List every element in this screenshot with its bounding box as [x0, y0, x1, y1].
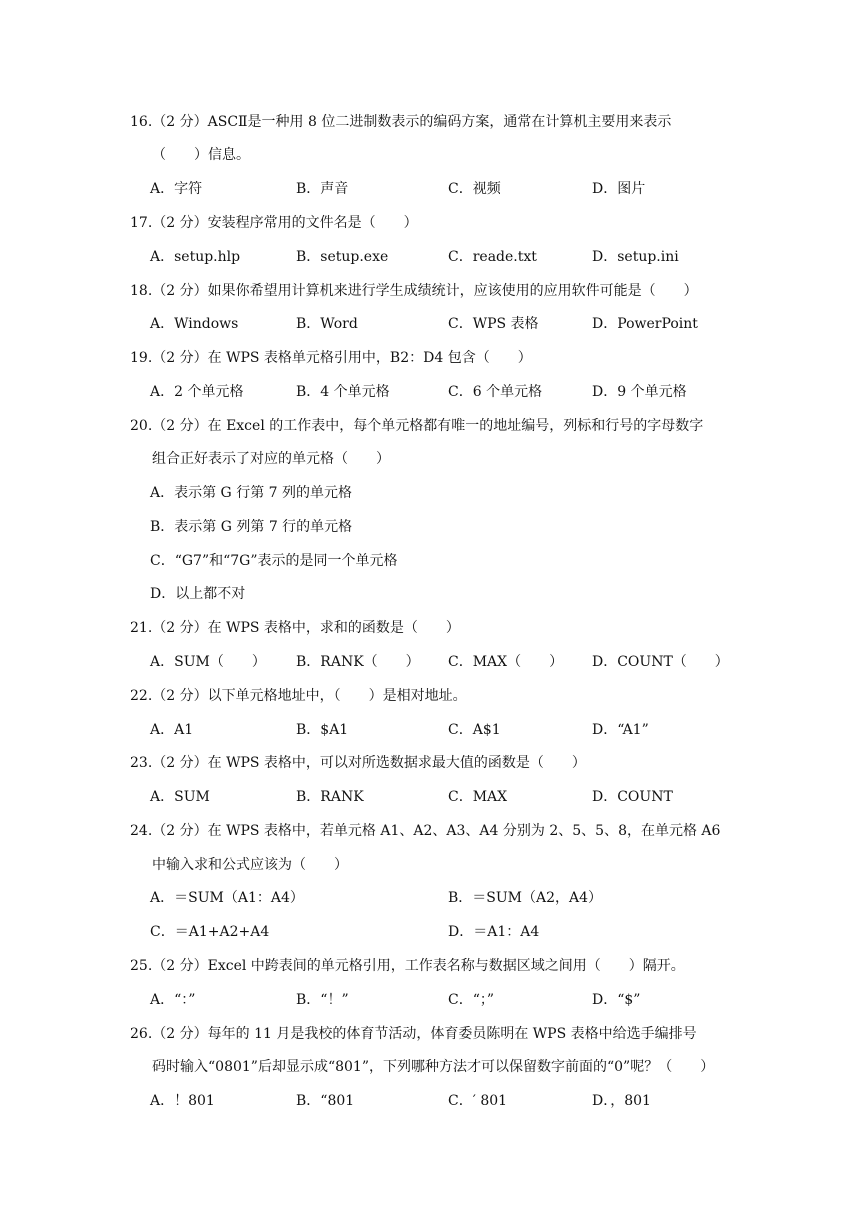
- option-a: A．Windows: [150, 316, 239, 332]
- question-24-text-cont: 中输入求和公式应该为（ ）: [152, 857, 348, 873]
- question-17-text: 17.（2 分）安装程序常用的文件名是（ ）: [130, 215, 418, 231]
- option-a: A．setup.hlp: [150, 249, 241, 265]
- option-c: C．′ 801: [448, 1093, 508, 1109]
- option-c: C．视频: [448, 181, 501, 197]
- option-a: A．SUM（ ）: [150, 654, 266, 670]
- question-20-option-c: C．“G7”和“7G”表示的是同一个单元格: [150, 553, 398, 569]
- question-22-text: 22.（2 分）以下单元格地址中，（ ）是相对地址。: [130, 688, 467, 704]
- question-19-text: 19.（2 分）在 WPS 表格单元格引用中，B2：D4 包含（ ）: [130, 350, 532, 366]
- option-d: D．图片: [592, 181, 646, 197]
- question-20-text: 20.（2 分）在 Excel 的工作表中，每个单元格都有唯一的地址编号，列标和行号的字母数字: [130, 418, 704, 434]
- option-c: C．reade.txt: [448, 249, 537, 265]
- option-b: B．＝SUM（A2，A4）: [448, 890, 603, 906]
- option-d: D．COUNT: [592, 789, 673, 805]
- option-d: D．，801: [592, 1093, 651, 1109]
- question-21-options: [150, 652, 750, 672]
- option-d: D．“A1”: [592, 722, 649, 738]
- question-26-options: [150, 1091, 750, 1111]
- option-a: A．A1: [150, 722, 194, 738]
- option-d: D．“$”: [592, 992, 641, 1008]
- option-a: A．＝SUM（A1：A4）: [150, 890, 304, 906]
- question-20-option-d: D．以上都不对: [150, 586, 246, 602]
- option-d: D．＝A1：A4: [448, 924, 540, 940]
- question-23-text: 23.（2 分）在 WPS 表格中，可以对所选数据求最大值的函数是（ ）: [130, 755, 586, 771]
- question-26-text-cont: 码时输入“0801”后却显示成“801”，下列哪种方法才可以保留数字前面的“0”呢？（ ）: [152, 1059, 715, 1075]
- option-c: C．WPS 表格: [448, 316, 539, 332]
- question-20-text-cont: 组合正好表示了对应的单元格（ ）: [152, 451, 390, 467]
- option-c: C．A$1: [448, 722, 501, 738]
- option-c: C．6 个单元格: [448, 384, 543, 400]
- question-20-option-b: B．表示第 G 列第 7 行的单元格: [150, 519, 353, 535]
- option-d: D．COUNT（ ）: [592, 654, 729, 670]
- question-18-options: [150, 314, 750, 334]
- question-26-text: 26.（2 分）每年的 11 月是我校的体育节活动，体育委员陈明在 WPS 表格中给选手编排号: [130, 1026, 697, 1042]
- question-16-options: [150, 179, 750, 199]
- option-b: B．声音: [296, 181, 349, 197]
- option-b: B．“801: [296, 1093, 355, 1109]
- option-c: C．＝A1+A2+A4: [150, 924, 270, 940]
- question-24-options-row2: [150, 922, 750, 942]
- option-b: B．setup.exe: [296, 249, 389, 265]
- option-b: B．RANK: [296, 789, 364, 805]
- question-19-options: [150, 382, 750, 402]
- question-17-options: [150, 247, 750, 267]
- question-21-text: 21.（2 分）在 WPS 表格中，求和的函数是（ ）: [130, 620, 460, 636]
- option-b: B．“！”: [296, 992, 349, 1008]
- question-24-options-row1: [150, 888, 750, 908]
- option-c: C．MAX（ ）: [448, 654, 564, 670]
- option-b: B．$A1: [296, 722, 349, 738]
- option-a: A．SUM: [150, 789, 210, 805]
- option-c: C．MAX: [448, 789, 508, 805]
- question-22-options: [150, 720, 750, 740]
- question-20-option-a: A．表示第 G 行第 7 列的单元格: [150, 485, 353, 501]
- question-25-options: [150, 990, 750, 1010]
- option-c: C．“；”: [448, 992, 495, 1008]
- question-16-text: 16.（2 分）ASCⅡ是一种用 8 位二进制数表示的编码方案，通常在计算机主要用来表示: [130, 114, 672, 130]
- option-a: A．2 个单元格: [150, 384, 244, 400]
- question-16-text-cont: （ ）信息。: [152, 147, 250, 163]
- option-b: B．RANK（ ）: [296, 654, 420, 670]
- question-24-text: 24.（2 分）在 WPS 表格中，若单元格 A1、A2、A3、A4 分别为 2、5、5、8，在单元格 A6: [130, 823, 721, 839]
- question-25-text: 25.（2 分）Excel 中跨表间的单元格引用，工作表名称与数据区域之间用（ ）隔开。: [130, 958, 685, 974]
- option-d: D．9 个单元格: [592, 384, 687, 400]
- option-d: D．setup.ini: [592, 249, 679, 265]
- question-18-text: 18.（2 分）如果你希望用计算机来进行学生成绩统计，应该使用的应用软件可能是（ ）: [130, 283, 698, 299]
- option-d: D．PowerPoint: [592, 316, 698, 332]
- option-a: A．“：”: [150, 992, 196, 1008]
- option-a: A．字符: [150, 181, 203, 197]
- option-a: A．！801: [150, 1093, 215, 1109]
- question-23-options: [150, 787, 750, 807]
- option-b: B．Word: [296, 316, 358, 332]
- option-b: B．4 个单元格: [296, 384, 390, 400]
